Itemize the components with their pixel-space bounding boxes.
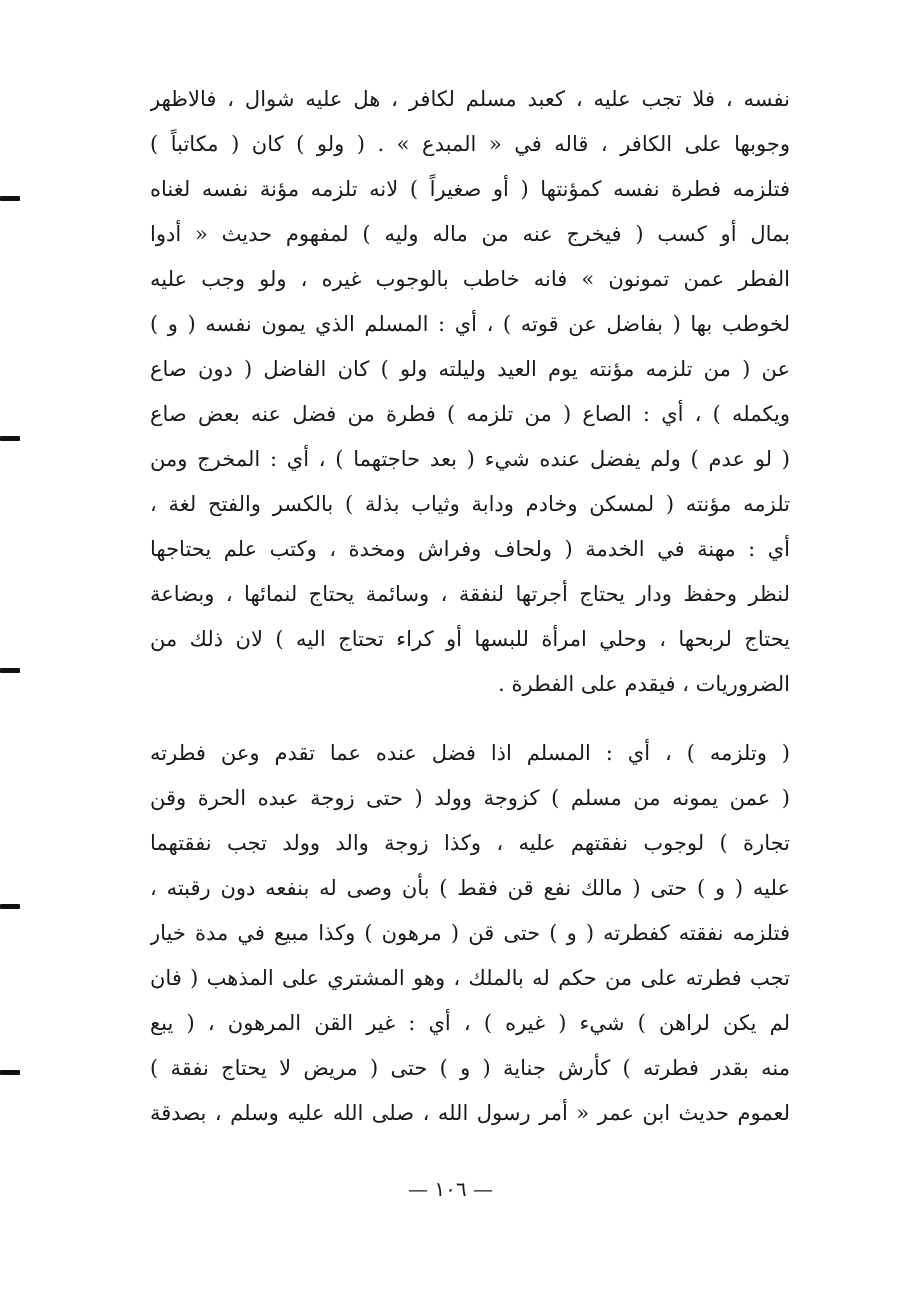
margin-mark bbox=[0, 668, 20, 673]
text-line: لعموم حديث ابن عمر « أمر رسول الله ، صلى الله عليه وسلم ، بصدقة bbox=[150, 1101, 790, 1125]
text-line: نفسه ، فلا تجب عليه ، كعبد مسلم لكافر ، هل عليه شوال ، فالاظهر bbox=[150, 87, 790, 111]
text-line: الضروريات ، فيقدم على الفطرة . bbox=[498, 672, 790, 696]
text-line: تجارة ) لوجوب نفقتهم عليه ، وكذا زوجة والد وولد تجب نفقتهما bbox=[150, 831, 790, 855]
text-line: أي : مهنة في الخدمة ( ولحاف وفراش ومخدة ، وكتب علم يحتاجها bbox=[150, 537, 790, 561]
paragraph-1 bbox=[150, 77, 790, 707]
text-line: ويكمله ) ، أي : الصاع ( من تلزمه ) فطرة من فضل عنه بعض صاع bbox=[150, 402, 790, 426]
text-line: يحتاج لربحها ، وحلي امرأة للبسها أو كراء تحتاج اليه ) لان ذلك من bbox=[150, 627, 790, 651]
margin-mark bbox=[0, 1070, 20, 1075]
text-line: لم يكن لراهن ) شيء ( غيره ) ، أي : غير القن المرهون ، ( يبع bbox=[150, 1011, 790, 1035]
text-line: ( وتلزمه ) ، أي : المسلم اذا فضل عنده عما تقدم وعن فطرته bbox=[150, 741, 790, 765]
text-line: عن ( من تلزمه مؤنته يوم العيد وليلته ولو ) كان الفاضل ( دون صاع bbox=[150, 357, 790, 381]
text-line: ( لو عدم ) ولم يفضل عنده شيء ( بعد حاجتهما ) ، أي : المخرج ومن bbox=[150, 447, 790, 471]
text-line: لنظر وحفظ ودار يحتاج أجرتها لنفقة ، وسائمة يحتاج لنمائها ، وبضاعة bbox=[150, 582, 790, 606]
margin-mark bbox=[0, 196, 20, 201]
text-line: وجوبها على الكافر ، قاله في « المبدع » . ( ولو ) كان ( مكاتباً ) bbox=[150, 132, 790, 156]
text-line: بمال أو كسب ( فيخرج عنه من ماله وليه ) لمفهوم حديث « أدوا bbox=[150, 222, 790, 246]
text-line: فتلزمه نفقته كفطرته ( و ) حتى قن ( مرهون ) وكذا مبيع في مدة خيار bbox=[150, 921, 790, 945]
text-line: تجب فطرته على من حكم له بالملك ، وهو المشتري على المذهب ( فان bbox=[150, 966, 790, 990]
margin-mark bbox=[0, 436, 20, 441]
margin-mark bbox=[0, 904, 20, 909]
paragraph-2 bbox=[150, 731, 790, 1136]
text-line: الفطر عمن تمونون » فانه خاطب بالوجوب غيره ، ولو وجب عليه bbox=[150, 267, 790, 291]
text-line: ( عمن يمونه من مسلم ) كزوجة وولد ( حتى زوجة عبده الحرة وقن bbox=[150, 786, 790, 810]
text-line: لخوطب بها ( بفاضل عن قوته ) ، أي : المسلم الذي يمون نفسه ( و ) bbox=[150, 312, 790, 336]
text-line: فتلزمه فطرة نفسه كمؤنتها ( أو صغيراً ) لانه تلزمه مؤنة نفسه لغناه bbox=[150, 177, 790, 201]
text-line: منه بقدر فطرته ) كأرش جناية ( و ) حتى ( مريض لا يحتاج نفقة ) bbox=[150, 1056, 790, 1080]
text-line: تلزمه مؤنته ( لمسكن وخادم ودابة وثياب بذلة ) بالكسر والفتح لغة ، bbox=[150, 492, 790, 516]
text-line: عليه ( و ) حتى ( مالك نفع قن فقط ) بأن وصى له بنفعه دون رقبته ، bbox=[150, 876, 790, 900]
page-number: — ١٠٦ — bbox=[408, 1177, 493, 1201]
